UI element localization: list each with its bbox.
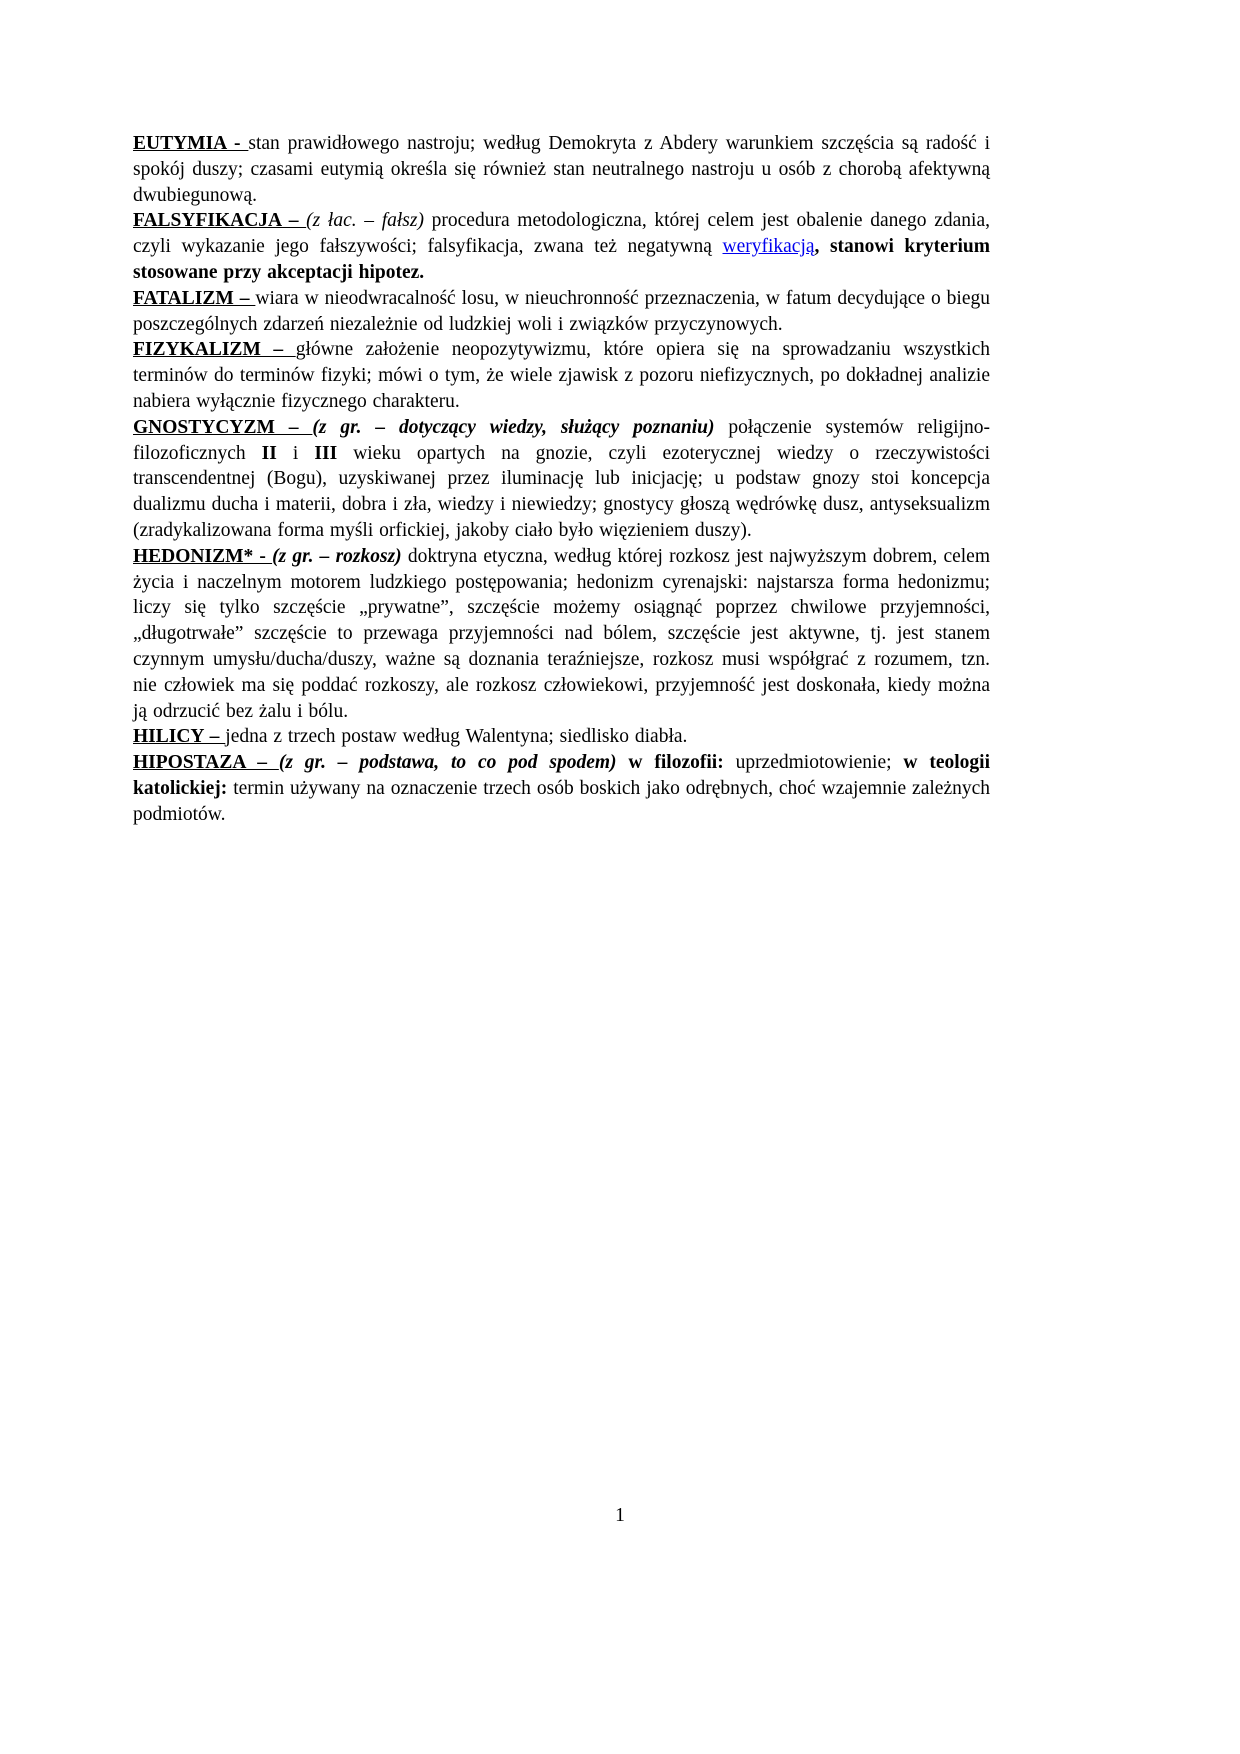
entry-text: doktryna etyczna, według której rozkosz jest najwyższym dobrem, celem życia i naczelnym motorem ludzkiego postępowania; hedonizm cyrenajski: najstarsza forma hedonizmu; liczy się tylko szczęście „prywatne”, szczęście możemy osiągnąć poprzez chwilowe przyjemności, „długotrwałe” szczęście to przewaga przyjemności nad bólem, szczęście jest aktywne, tj. jest stanem czynnym umysłu/ducha/duszy, ważne są doznania teraźniejsze, rozkosz musi współgrać z rozumem, tzn. nie człowiek ma się poddać rozkoszy, ale rozkosz człowiekowi, przyjemność jest doskonała, kiedy można ją odrzucić bez żalu i bólu. — [133, 545, 990, 722]
entry-term: HILICY – — [133, 726, 226, 748]
entry-text: , stanowi kryterium stosowane przy akceptacji hipotez. — [133, 236, 990, 283]
entry-term: FIZYKALIZM – — [133, 339, 296, 361]
entry-term: HIPOSTAZA – — [133, 752, 279, 774]
entry-text: wiara w nieodwracalność losu, w nieuchronność przeznaczenia, w fatum decydujące o biegu poszczególnych zdarzeń niezależnie od ludzkiej woli i związków przyczynowych. — [133, 287, 990, 335]
entry-term: GNOSTYCYZM – — [133, 416, 313, 438]
entry-text: wieku opartych na gnozie, czyli ezoterycznej wiedzy o rzeczywistości transcendentnej (Bogu), uzyskiwanej przez iluminację lub inicjację; u podstaw gnozy stoi koncepcja dualizmu ducha i materii, dobra i zła, wiedzy i niewiedzy; gnostycy głoszą wędrówkę dusz, antyseksualizm (zradykalizowana forma myśli orfickiej, jakoby ciało było więzieniem duszy). — [133, 442, 990, 541]
glossary-entry-falsyfikacja — [133, 208, 990, 285]
entry-text: (z gr. – dotyczący wiedzy, służący poznaniu) — [312, 416, 729, 438]
glossary-entry-eutymia — [133, 131, 990, 208]
entry-text: uprzedmiotowienie; — [735, 752, 904, 774]
glossary-entry-hilicy — [133, 724, 990, 750]
entry-term: FATALIZM – — [133, 287, 256, 309]
entry-text: procedura metodologiczna, której celem jest obalenie danego zdania, czyli wykazanie jego fałszywości; falsyfikacja, zwana też negatywną — [133, 210, 990, 258]
glossary-entry-gnostycyzm — [133, 415, 990, 544]
entry-text: termin używany na oznaczenie trzech osób boskich jako odrębnych, choć wzajemnie zależnych podmiotów. — [133, 777, 990, 825]
entry-text: i — [276, 442, 315, 464]
entry-text: w filozofii: — [628, 752, 736, 774]
entry-text: III — [314, 442, 338, 464]
glossary-entries — [133, 131, 990, 828]
glossary-entry-fizykalizm — [133, 337, 990, 414]
entry-text: (z gr. – rozkosz) — [272, 545, 408, 567]
entry-text: (z gr. – podstawa, to co pod spodem) — [278, 752, 629, 774]
weryfikacja-link[interactable]: weryfikacją — [722, 236, 815, 258]
entry-text: (z łac. – fałsz) — [306, 210, 432, 232]
entry-text: stan prawidłowego nastroju; według Demokryta z Abdery warunkiem szczęścia są radość i spokój duszy; czasami eutymią określa się również stan neutralnego nastroju u osób z chorobą afektywną dwubiegunową. — [133, 133, 990, 206]
glossary-entry-hedonizm — [133, 544, 990, 725]
entry-term: FALSYFIKACJA – — [133, 210, 307, 232]
entry-text: II — [261, 442, 277, 464]
glossary-entry-fatalizm — [133, 286, 990, 338]
page-footer — [0, 1503, 1240, 1529]
entry-text: główne założenie neopozytywizmu, które opiera się na sprowadzaniu wszystkich terminów do terminów fizyki; mówi o tym, że wiele zjawisk z pozoru niefizycznych, po dokładnej analizie nabiera wyłącznie fizycznego charakteru. — [133, 339, 990, 412]
page-number: 1 — [615, 1505, 625, 1526]
glossary-entry-hipostaza — [133, 750, 990, 827]
entry-text: jedna z trzech postaw według Walentyna; siedlisko diabła. — [225, 726, 688, 748]
entry-term: HEDONIZM* - — [133, 545, 273, 567]
entry-text: w teologii katolickiej: — [133, 752, 990, 799]
entry-term: EUTYMIA - — [133, 133, 249, 154]
entry-text: połączenie systemów religijno-filozoficznych — [133, 416, 990, 464]
